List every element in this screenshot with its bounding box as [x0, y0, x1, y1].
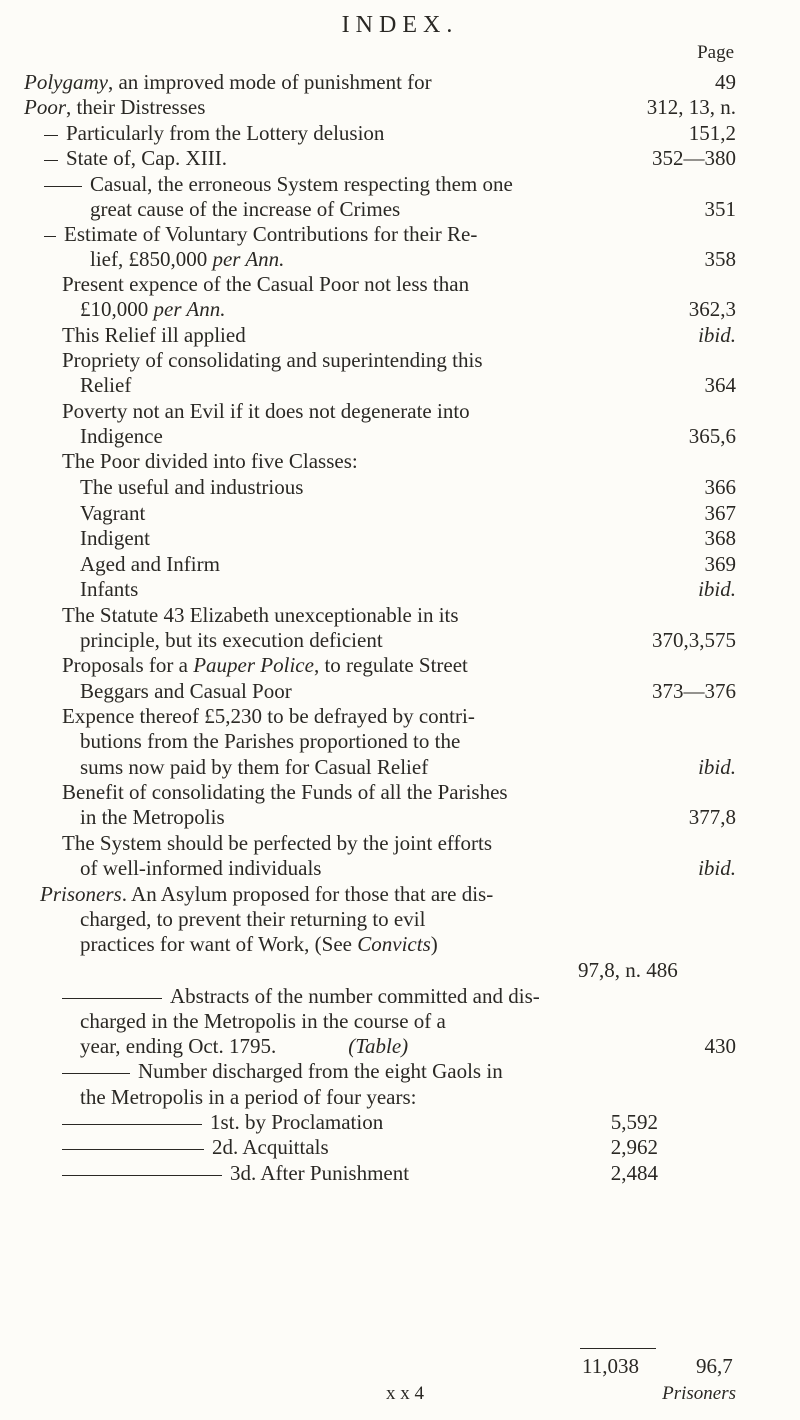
signature-mark: x x 4: [386, 1383, 424, 1404]
ditto-dash: [62, 1073, 130, 1074]
index-line: [24, 94, 205, 120]
page-ref: 377,8: [688, 805, 736, 829]
index-line: [62, 398, 470, 424]
entry-text: per Ann.: [153, 297, 226, 321]
entry-text: Present expence of the Casual Poor not less than: [62, 272, 470, 296]
index-line: [62, 1134, 329, 1160]
entry-text: Proposals for a: [62, 653, 194, 677]
entry-text: great cause of the increase of Crimes: [90, 197, 401, 221]
page-ref: 364: [704, 373, 736, 397]
index-line: [80, 906, 425, 932]
entry-text: practices for want of Work, (See: [80, 932, 358, 956]
entry-text: , to regulate Street: [313, 653, 468, 677]
entry-text: Indigent: [80, 526, 150, 550]
index-line: [62, 703, 475, 729]
index-line: [62, 347, 483, 373]
ditto-dash: [44, 160, 58, 161]
ditto-dash: [62, 1149, 204, 1150]
entry-text: Infants: [80, 577, 139, 601]
index-line: [62, 448, 358, 474]
index-line: [62, 779, 508, 805]
index-line: [80, 855, 321, 881]
page-ref: 362,3: [688, 297, 736, 321]
entry-text: Expence thereof £5,230 to be defrayed by contri-: [62, 704, 475, 728]
page-ref: 366: [704, 475, 736, 499]
entry-text: sums now paid by them for Casual Relief: [80, 755, 429, 779]
index-line: [24, 69, 432, 95]
index-line: [44, 145, 227, 171]
index-line: [80, 1084, 417, 1110]
page-ref: 151,2: [688, 121, 736, 145]
index-line: [80, 296, 225, 322]
page-ref: 373—376: [652, 679, 736, 703]
page-ref: 367: [704, 501, 736, 525]
page-ref: 49: [715, 70, 736, 94]
page-ref: 5,592: [610, 1110, 658, 1134]
index-line: [62, 1109, 383, 1135]
index-line: [40, 881, 493, 907]
index-line: [80, 551, 220, 577]
entry-text: in the Metropolis: [80, 805, 225, 829]
total-sum: 11,038: [582, 1354, 639, 1378]
page-ref: 370,3,575: [652, 628, 736, 652]
entry-text: lief, £850,000: [90, 247, 213, 271]
entry-text: This Relief ill applied: [62, 323, 246, 347]
entry-text: The useful and industrious: [80, 475, 304, 499]
total-page: 96,7: [696, 1354, 733, 1378]
index-line: [80, 372, 131, 398]
entry-text: principle, but its execution deficient: [80, 628, 383, 652]
entry-text: The System should be perfected by the joint efforts: [62, 831, 493, 855]
entry-text: Prisoners: [40, 882, 122, 906]
index-line: [80, 525, 150, 551]
index-line: [80, 423, 163, 449]
ditto-dash: [62, 1175, 222, 1176]
page-title: INDEX.: [341, 12, 459, 38]
entry-text: Number discharged from the eight Gaols in: [138, 1059, 503, 1083]
entry-text: Abstracts of the number committed and dis-: [170, 984, 540, 1008]
entry-text: , an improved mode of punishment for: [107, 70, 432, 94]
index-line: [80, 474, 303, 500]
entry-text: Relief: [80, 373, 132, 397]
page-ref: ibid.: [698, 856, 736, 880]
index-line: [44, 171, 513, 197]
index-line: [80, 627, 383, 653]
entry-text: , their Distresses: [66, 95, 206, 119]
entry-text: Polygamy: [24, 70, 108, 94]
page-ref: 351: [704, 197, 736, 221]
index-line: [80, 728, 460, 754]
entry-text: Propriety of consolidating and superintending this: [62, 348, 483, 372]
index-line: [80, 1008, 446, 1034]
index-line: [62, 652, 468, 678]
entry-text: The Poor divided into five Classes:: [62, 449, 358, 473]
entry-text: Estimate of Voluntary Contributions for their Re-: [64, 222, 478, 246]
entry-text: State of, Cap. XIII.: [66, 146, 227, 170]
entry-text: year, ending Oct. 1795.: [80, 1034, 277, 1058]
entry-text: £10,000: [80, 297, 154, 321]
entry-text: Beggars and Casual Poor: [80, 679, 292, 703]
ditto-dash: [62, 1124, 202, 1125]
entry-text: of well-informed individuals: [80, 856, 322, 880]
index-line: [62, 830, 492, 856]
page-ref: 430: [704, 1034, 736, 1058]
entry-text: 97,8, n. 486: [578, 958, 678, 982]
entry-text: ): [430, 932, 438, 956]
entry-text: charged, to prevent their returning to evil: [80, 907, 426, 931]
index-line: [80, 576, 138, 602]
index-line: [578, 957, 678, 983]
ditto-dash: [44, 135, 58, 136]
entry-text: 2d. Acquittals: [212, 1135, 329, 1159]
index-line: [80, 931, 438, 957]
entry-text: Poor: [24, 95, 66, 119]
index-line: [44, 221, 477, 247]
index-line: [62, 602, 459, 628]
page-ref: ibid.: [698, 755, 736, 779]
index-line: [80, 754, 428, 780]
page-ref: 2,962: [610, 1135, 658, 1159]
entry-text: Aged and Infirm: [80, 552, 220, 576]
page-ref: ibid.: [698, 577, 736, 601]
index-line: [62, 983, 540, 1009]
ditto-dash: [44, 236, 56, 237]
entry-text: per Ann.: [212, 247, 285, 271]
index-line: [62, 1058, 503, 1084]
page-column-label: Page: [697, 42, 734, 63]
page-ref: 365,6: [688, 424, 736, 448]
entry-text: butions from the Parishes proportioned to the: [80, 729, 461, 753]
entry-text: 1st. by Proclamation: [210, 1110, 384, 1134]
entry-text: Convicts: [357, 932, 431, 956]
index-line: [44, 120, 384, 146]
ditto-dash: [62, 998, 162, 999]
page-ref: 352—380: [652, 146, 736, 170]
entry-text: Poverty not an Evil if it does not degenerate into: [62, 399, 470, 423]
index-line: [80, 500, 145, 526]
catchword: Prisoners: [662, 1383, 736, 1404]
entry-text: 3d. After Punishment: [230, 1161, 410, 1185]
page-ref: 312, 13, n.: [646, 95, 736, 119]
entry-text: charged in the Metropolis in the course of a: [80, 1009, 446, 1033]
entry-text: Pauper Police: [193, 653, 314, 677]
index-line: [90, 196, 400, 222]
ditto-dash: [44, 186, 82, 187]
index-line: [80, 678, 292, 704]
entry-text: . An Asylum proposed for those that are dis-: [121, 882, 494, 906]
sum-rule: [580, 1348, 656, 1349]
page-ref: ibid.: [698, 323, 736, 347]
page-ref: 2,484: [610, 1161, 658, 1185]
entry-text: (Table): [348, 1034, 409, 1058]
entry-text: Benefit of consolidating the Funds of all the Parishes: [62, 780, 508, 804]
entry-text: The Statute 43 Elizabeth unexceptionable in its: [62, 603, 459, 627]
index-line: [80, 804, 225, 830]
entry-text: Vagrant: [80, 501, 146, 525]
index-line: [62, 271, 469, 297]
index-line: [90, 246, 284, 272]
page-ref: 358: [704, 247, 736, 271]
index-line: [62, 1160, 409, 1186]
page-ref: 369: [704, 552, 736, 576]
index-line: [62, 322, 246, 348]
index-line: [80, 1033, 408, 1059]
entry-text: Indigence: [80, 424, 163, 448]
entry-text: the Metropolis in a period of four years:: [80, 1085, 417, 1109]
entry-text: Particularly from the Lottery delusion: [66, 121, 385, 145]
page-ref: 368: [704, 526, 736, 550]
entry-text: Casual, the erroneous System respecting them one: [90, 172, 513, 196]
